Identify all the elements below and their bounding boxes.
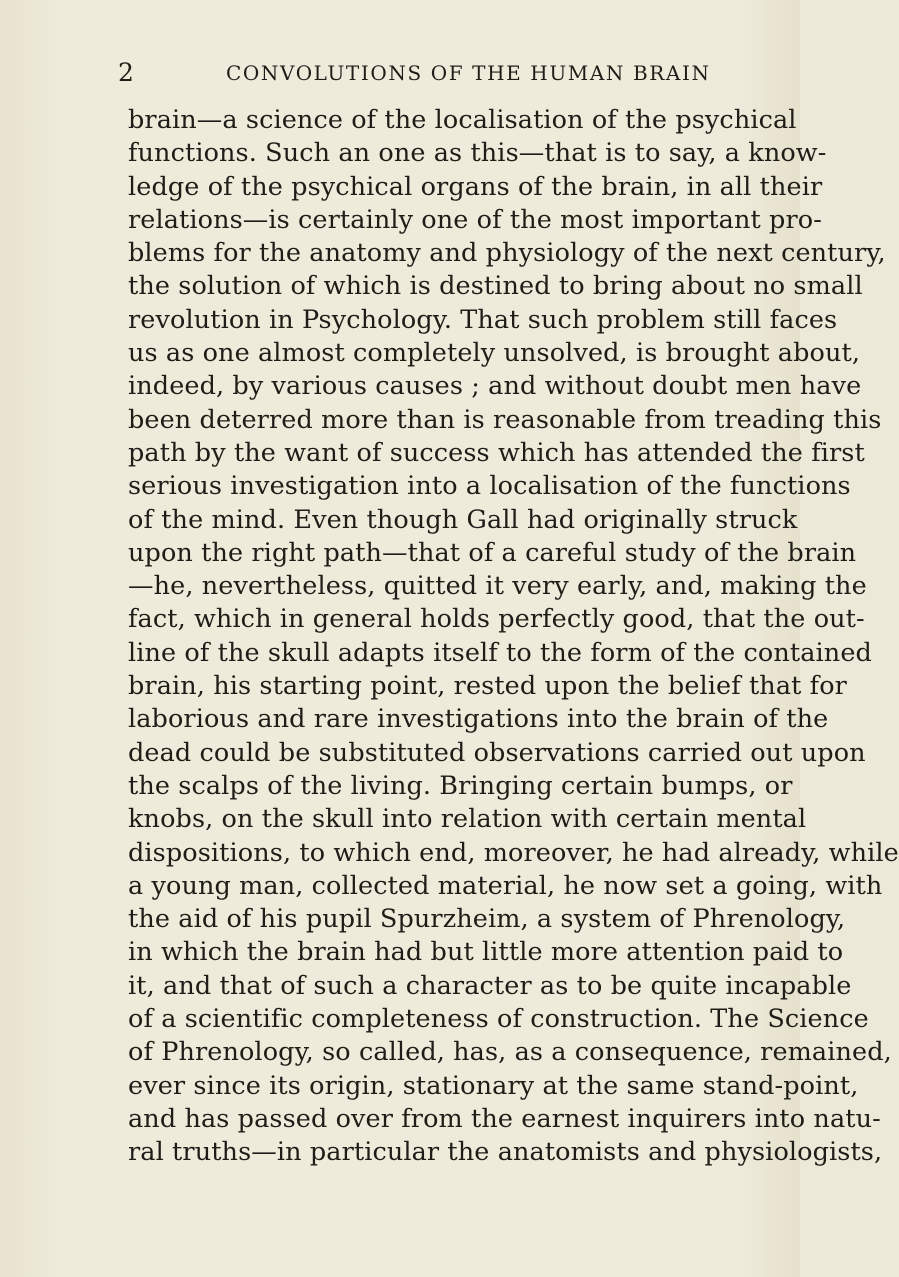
text-line: the scalps of the living. Bringing certain bumps, or: [128, 770, 793, 801]
text-line: fact, which in general holds perfectly good, that the out-: [128, 604, 865, 635]
text-line: it, and that of such a character as to be quite incapable: [128, 970, 852, 1001]
text-line: path by the want of success which has attended the first: [128, 437, 865, 468]
text-line: and has passed over from the earnest inquirers into natu-: [128, 1103, 881, 1134]
text-line: upon the right path—that of a careful study of the brain: [128, 537, 857, 568]
text-line: in which the brain had but little more attention paid to: [128, 937, 844, 968]
text-line: ral truths—in particular the anatomists and physiologists,: [128, 1137, 883, 1168]
text-line: —he, nevertheless, quitted it very early, and, making the: [128, 571, 867, 602]
text-line: brain, his starting point, rested upon the belief that for: [128, 671, 847, 702]
text-line: of a scientific completeness of construction. The Science: [128, 1004, 869, 1035]
text-line: dead could be substituted observations carried out upon: [128, 737, 866, 768]
text-line: knobs, on the skull into relation with certain mental: [128, 804, 807, 835]
text-line: us as one almost completely unsolved, is brought about,: [128, 338, 861, 369]
text-line: a young man, collected material, he now set a going, with: [128, 870, 883, 901]
text-line: line of the skull adapts itself to the form of the contained: [128, 637, 872, 668]
running-title: CONVOLUTIONS OF THE HUMAN BRAIN: [226, 61, 711, 85]
text-line: blems for the anatomy and physiology of the next century,: [128, 238, 886, 269]
text-line: laborious and rare investigations into the brain of the: [128, 704, 829, 735]
text-line: serious investigation into a localisation of the functions: [128, 471, 851, 502]
text-line: brain—a science of the localisation of the psychical: [128, 105, 797, 135]
text-line: functions. Such an one as this—that is to say, a know-: [128, 138, 827, 169]
text-line: been deterred more than is reasonable from treading this: [128, 404, 882, 435]
text-line: ever since its origin, stationary at the same stand-point,: [128, 1070, 859, 1101]
text-line: of the mind. Even though Gall had originally struck: [128, 504, 798, 535]
text-line: the aid of his pupil Spurzheim, a system of Phrenology,: [128, 904, 846, 935]
text-line: relations—is certainly one of the most important pro-: [128, 204, 822, 235]
text-line: ledge of the psychical organs of the brain, in all their: [128, 171, 823, 202]
text-line: the solution of which is destined to bring about no small: [128, 271, 863, 302]
page-header: [118, 58, 768, 92]
text-line: revolution in Psychology. That such problem still faces: [128, 304, 838, 335]
text-line: of Phrenology, so called, has, as a consequence, remained,: [128, 1037, 892, 1068]
text-line: dispositions, to which end, moreover, he had already, while: [128, 837, 899, 868]
text-line: indeed, by various causes ; and without doubt men have: [128, 371, 862, 402]
page-number: 2: [118, 58, 135, 87]
body-text: [128, 104, 899, 1170]
